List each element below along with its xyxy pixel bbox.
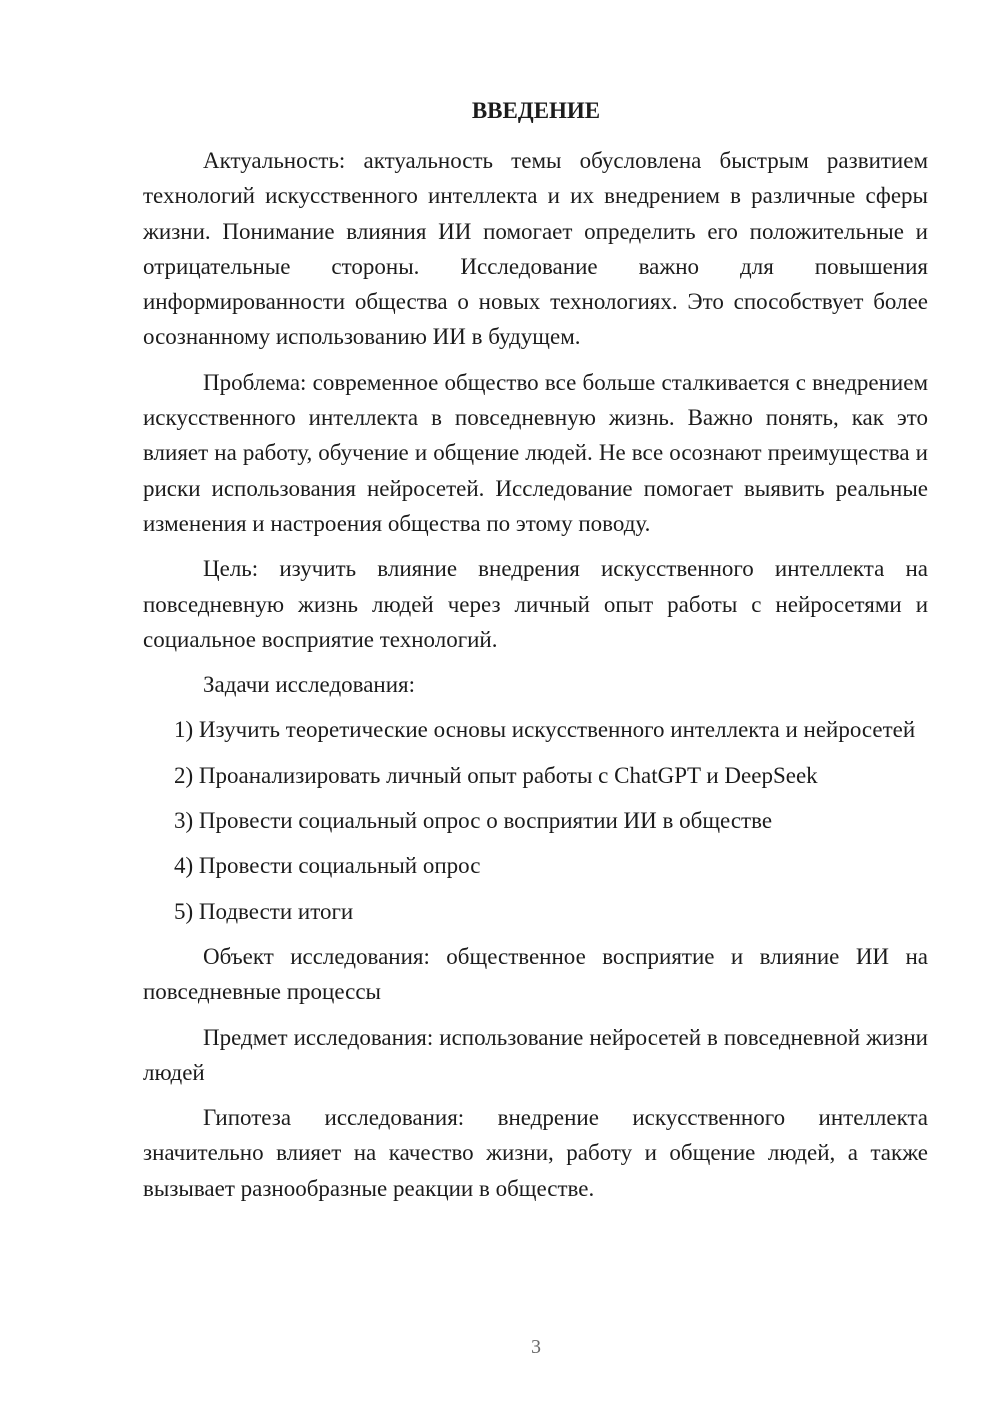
- task-item-1: 1) Изучить теоретические основы искусственного интеллекта и нейросетей: [174, 717, 916, 743]
- page-title: ВВЕДЕНИЕ: [471, 98, 601, 123]
- task-item-5: 5) Подвести итоги: [174, 898, 354, 924]
- paragraph-subject: Предмет исследования: использование нейросетей в повседневной жизни людей: [143, 1024, 928, 1085]
- paragraph-problem: Проблема: современное общество все больше сталкивается с внедрением искусственного интеллекта в повседневную жизнь. Важно понять, как это влияет на работу, обучение и общение людей. Не все осознают преимущества и риски использования нейросетей. Исследование помогает выявить реальные изменения и настроения общества по этому поводу.: [143, 369, 928, 536]
- document-body: [143, 143, 928, 1216]
- paragraph-relevance: Актуальность: актуальность темы обусловлена быстрым развитием технологий искусственного интеллекта и их внедрением в различные сферы жизни. Понимание влияния ИИ помогает определить его положительные и отрицательные стороны. Исследование важно для повышения информированности общества о новых технологиях. Это способствует более осознанному использованию ИИ в будущем.: [143, 148, 928, 350]
- paragraph-tasks-heading: Задачи исследования:: [203, 672, 416, 698]
- task-item-3: 3) Провести социальный опрос о восприятии ИИ в обществе: [174, 808, 773, 834]
- paragraph-hypothesis: Гипотеза исследования: внедрение искусственного интеллекта значительно влияет на качество жизни, работу и общение людей, а также вызывает разнообразные реакции в обществе.: [143, 1105, 928, 1201]
- page-number: 3: [531, 1336, 541, 1358]
- paragraph-object: Объект исследования: общественное восприятие и влияние ИИ на повседневные процессы: [143, 943, 928, 1005]
- paragraph-goal: Цель: изучить влияние внедрения искусственного интеллекта на повседневную жизнь людей через личный опыт работы с нейросетями и социальное восприятие технологий.: [143, 556, 928, 652]
- task-item-2: 2) Проанализировать личный опыт работы с ChatGPT и DeepSeek: [174, 762, 818, 788]
- task-item-4: 4) Провести социальный опрос: [174, 853, 481, 879]
